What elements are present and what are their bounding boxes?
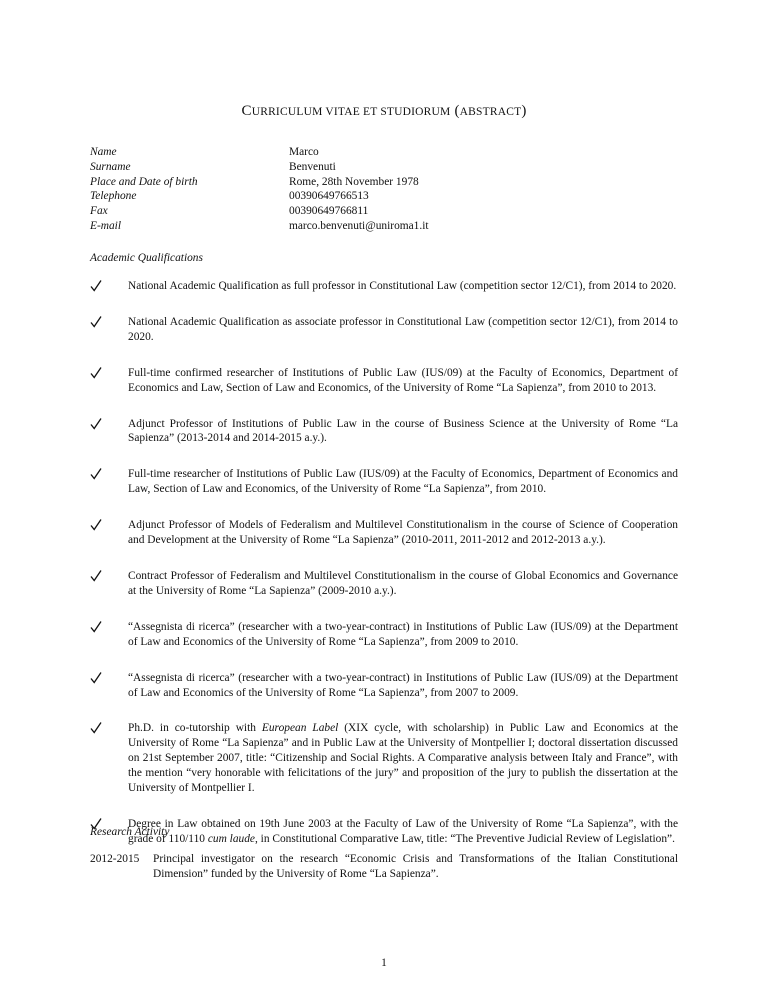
info-value: Benvenuti [289, 160, 336, 173]
list-item: Full-time researcher of Institutions of Public Law (IUS/09) at the Faculty of Economics, Department of Economics and Law, Section of Law and Economics, of the University of Rome “La Sapienza”, from 2010. [90, 467, 678, 497]
list-item: Adjunct Professor of Models of Federalism and Multilevel Constitutionalism in the course of Science of Cooperation and Development at the University of Rome “La Sapienza” (2010-2011, 2011-2012 and 2012-2013 a.y.). [90, 518, 678, 548]
checkmark-icon [90, 417, 102, 431]
info-label: Telephone [90, 190, 137, 203]
research-years: 2012-2015 [90, 853, 140, 865]
list-item: Ph.D. in co-tutorship with European Label (XIX cycle, with scholarship) in Public Law and Economics at the University of Rome “La Sapienza” and in Public Law at the University of Montpellier I; doctoral dissertation discussed on 21st September 2007, title: “Citizenship and Social Rights. A Comparative analysis between Italy and France”, with the mention “very honorable with felicitations of the jury” and proposition of the jury to publish the dissertation at the University of Montpellier I. [90, 721, 678, 796]
list-item: “Assegnista di ricerca” (researcher with a two-year-contract) in Institutions of Public Law (IUS/09) at the Department of Law and Economics of the University of Rome “La Sapienza”, from 2009 to 2010. [90, 620, 678, 650]
info-label: Surname [90, 160, 131, 173]
checkmark-icon [90, 721, 102, 735]
checkmark-icon [90, 315, 102, 329]
info-label: E-mail [90, 219, 122, 232]
info-label: Place and Date of birth [90, 175, 198, 188]
info-label: Fax [90, 205, 108, 218]
checkmark-icon [90, 518, 102, 532]
list-item: National Academic Qualification as associate professor in Constitutional Law (competition sector 12/C1), from 2014 to 2020. [90, 315, 678, 345]
checkmark-icon [90, 569, 102, 583]
info-value: Marco [289, 146, 319, 158]
info-value: Rome, 28th November 1978 [289, 175, 419, 188]
info-label: Name [90, 146, 117, 158]
list-item: “Assegnista di ricerca” (researcher with a two-year-contract) in Institutions of Public Law (IUS/09) at the Department of Law and Economics of the University of Rome “La Sapienza”, from 2007 to 2009. [90, 671, 678, 701]
checkmark-icon [90, 620, 102, 634]
checkmark-icon [90, 279, 102, 293]
checkmark-icon [90, 467, 102, 481]
list-item: Adjunct Professor of Institutions of Public Law in the course of Business Science at the University of Rome “La Sapienza” (2013-2014 and 2014-2015 a.y.). [90, 417, 678, 447]
list-item: Full-time confirmed researcher of Institutions of Public Law (IUS/09) at the Faculty of Economics, Department of Economics and Law, Section of Law and Economics, of the University of Rome “La Sapienza”, from 2010 to 2013. [90, 366, 678, 396]
research-description: Principal investigator on the research “Economic Crisis and Transformations of the Italian Constitutional Dimension” funded by the University of Rome “La Sapienza”. [153, 853, 678, 880]
list-item: Degree in Law obtained on 19th June 2003 at the Faculty of Law of the University of Rome “La Sapienza”, with the grade of 110/110 cum laude, in Constitutional Comparative Law, title: “The Preventive Judicial Review of Legislation”. [90, 817, 678, 847]
qualifications-list [90, 279, 678, 847]
checkmark-icon [90, 366, 102, 380]
email-value: marco.benvenuti@uniroma1.it [289, 219, 429, 232]
academic-qualifications-heading: Academic Qualifications [90, 252, 203, 264]
research-activity-heading: Research Activity [90, 826, 170, 838]
research-item [90, 852, 678, 882]
list-item: National Academic Qualification as full professor in Constitutional Law (competition sector 12/C1), from 2014 to 2020. [90, 279, 678, 294]
list-item: Contract Professor of Federalism and Multilevel Constitutionalism in the course of Global Economics and Governance at the University of Rome “La Sapienza” (2009-2010 a.y.). [90, 569, 678, 599]
checkmark-icon [90, 671, 102, 685]
document-title: CURRICULUM VITAE ET STUDIORUM (ABSTRACT) [241, 103, 527, 119]
info-value: 00390649766811 [289, 205, 369, 218]
page-number: 1 [381, 957, 387, 969]
info-value: 00390649766513 [289, 190, 369, 203]
